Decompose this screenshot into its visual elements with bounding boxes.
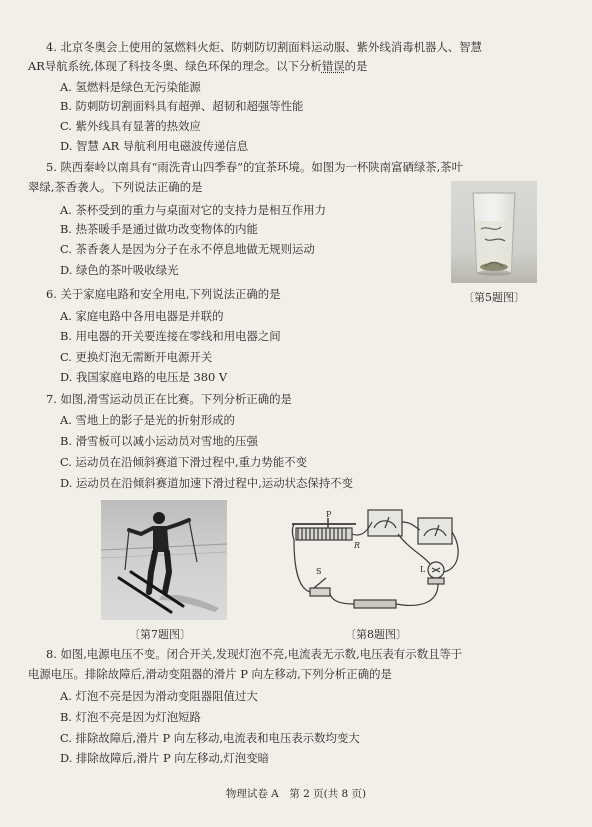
q4-stem-end: 的是 [344,59,368,73]
q4-option-a: A. 氢燃料是绿色无污染能源 [60,80,201,94]
q5-option-c: C. 茶香袭人是因为分子在永不停息地做无规则运动 [60,242,315,256]
label-p: P [326,510,332,519]
tea-glass-photo [451,181,537,283]
q8-option-b: B. 灯泡不亮是因为灯泡短路 [60,710,201,724]
page-footer: 物理试卷 A 第 2 页(共 8 页) [225,788,367,800]
q4-stem-line1: 4. 北京冬奥会上使用的氢燃料火炬、防刺防切割面料运动服、紫外线消毒机器人、智慧 [46,40,482,54]
q5-stem-line2: 翠绿,茶香袭人。下列说法正确的是 [28,180,203,194]
q7-stem: 7. 如图,滑雪运动员正在比赛。下列分析正确的是 [46,392,292,406]
q4-option-d: D. 智慧 AR 导航利用电磁波传递信息 [60,139,249,153]
label-s: S [316,567,322,576]
q7-option-d: D. 运动员在沿倾斜赛道加速下滑过程中,运动状态保持不变 [60,476,353,490]
q4-stem-text: AR导航系统,体现了科技冬奥、绿色环保的理念。以下分析 [28,59,322,73]
label-l: L [420,565,426,574]
q8-stem-line2: 电源电压。排除故障后,滑动变阻器的滑片 P 向左移动,下列分析正确的是 [28,667,392,681]
q4-option-c: C. 紫外线具有显著的热效应 [60,119,201,133]
q6-option-a: A. 家庭电路中各用电器是并联的 [60,309,224,323]
q7-option-b: B. 滑雪板可以减小运动员对雪地的压强 [60,434,258,448]
circuit-diagram [288,508,468,620]
q8-stem-line1: 8. 如图,电源电压不变。闭合开关,发现灯泡不亮,电流表无示数,电压表有示数且等于 [46,647,463,661]
q8-option-a: A. 灯泡不亮是因为滑动变阻器阻值过大 [60,689,258,703]
fig7-caption: 〔第7题图〕 [129,628,191,641]
q6-option-b: B. 用电器的开关要连接在零线和用电器之间 [60,329,281,343]
q5-option-a: A. 茶杯受到的重力与桌面对它的支持力是相互作用力 [60,203,327,217]
q6-option-d: D. 我国家庭电路的电压是 380 V [60,370,228,384]
fig8-caption: 〔第8题图〕 [345,628,407,641]
label-r: R [354,541,361,550]
q7-option-a: A. 雪地上的影子是光的折射形成的 [60,413,235,427]
q5-option-b: B. 热茶暖手是通过做功改变物体的内能 [60,222,258,236]
q4-emphasis-word: 错误 [321,59,345,73]
q4-stem-line2 [28,59,367,73]
q6-stem: 6. 关于家庭电路和安全用电,下列说法正确的是 [46,287,281,301]
q5-stem-line1: 5. 陕西秦岭以南具有“雨洗青山四季春”的宜茶环境。如图为一杯陕南富硒绿茶,茶叶 [46,160,464,174]
q5-option-d: D. 绿色的茶叶吸收绿光 [60,263,179,277]
q8-option-d: D. 排除故障后,滑片 P 向左移动,灯泡变暗 [60,751,269,765]
skier-photo [101,500,227,620]
fig5-caption: 〔第5题图〕 [463,291,525,304]
q7-option-c: C. 运动员在沿倾斜赛道下滑过程中,重力势能不变 [60,455,307,469]
q4-option-b: B. 防刺防切割面料具有超弹、超韧和超强等性能 [60,99,304,113]
q8-option-c: C. 排除故障后,滑片 P 向左移动,电流表和电压表示数均变大 [60,731,360,745]
q6-option-c: C. 更换灯泡无需断开电源开关 [60,350,213,364]
